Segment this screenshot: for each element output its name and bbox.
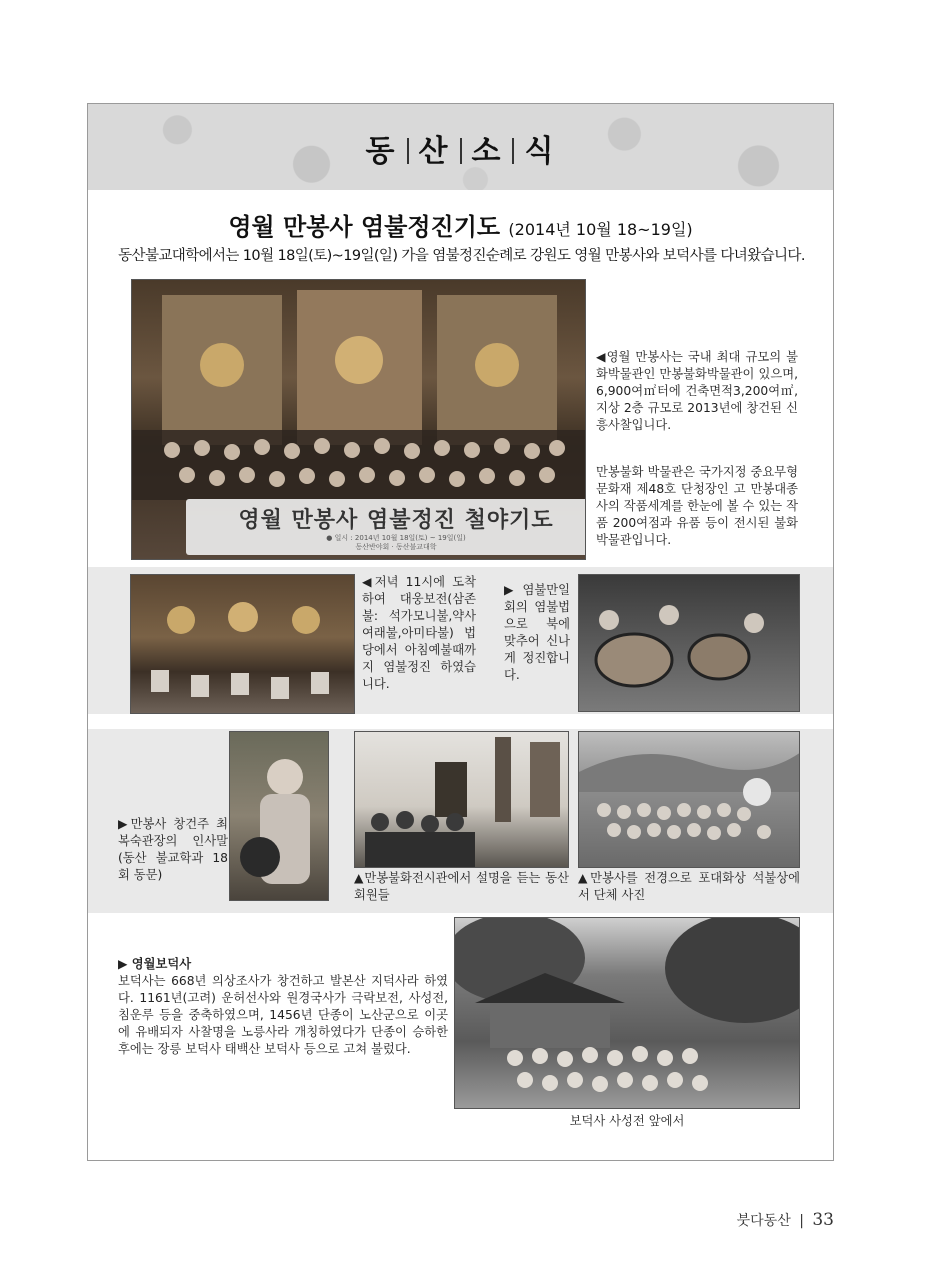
hall-illustration: [131, 575, 355, 714]
article-date: (2014년 10월 18~19일): [508, 220, 693, 239]
museum-photo: [354, 731, 569, 868]
caption-night-prayer: ◀저녁 11시에 도착하여 대웅보전(삼존불: 석가모니불,약사여래불,아미타불) 법당에서 아침예불때까지 염불정진 하였습니다.: [362, 575, 476, 691]
pavilion-illustration: [455, 918, 800, 1109]
gallery-illustration: [355, 732, 569, 868]
section-banner: [88, 104, 833, 190]
caption-intro-2: 만봉불화 박물관은 국가지정 중요무형문화재 제48호 단청장인 고 만봉대종사의 작품세계를 한눈에 볼 수 있는 작품 200여점과 유품 등이 전시된 불화박물관입니다.: [596, 465, 798, 547]
bodeoksa-photo: [454, 917, 800, 1109]
page-footer: 붓다동산 | 33: [736, 1210, 834, 1230]
article-lead: 동산불교대학에서는 10월 18일(토)~19일(일) 가을 염불정진순례로 강원도 영월 만봉사와 보덕사를 다녀왔습니다.: [118, 248, 805, 264]
stone-statue-group-photo: [578, 731, 800, 868]
group-illustration: [579, 732, 800, 868]
caption-museum: ▲만봉불화전시관에서 설명을 듣는 동산회원들: [354, 871, 569, 902]
caption-intro-1: ◀영월 만봉사는 국내 최대 규모의 불화박물관인 만봉불화박물관이 있으며, 6,900여㎡터에 건축면적3,200여㎡, 지상 2층 규모로 2013년에 창건된 신흥사찰입니다.: [596, 350, 798, 432]
article-title: 영월 만봉사 염불정진기도 (2014년 10월 18~19일): [228, 212, 693, 241]
main-group-photo: [131, 279, 586, 560]
founder-photo: [229, 731, 329, 901]
page-number: 33: [812, 1210, 834, 1230]
drum-photo: [578, 574, 800, 712]
night-prayer-photo: [130, 574, 355, 714]
bodeoksa-heading: ▶ 영월보덕사: [118, 957, 192, 971]
section-title: 동 산 소 식: [365, 134, 556, 169]
caption-drum: ▶염불만일회의 염불법으로 북에 맞추어 신나게 정진합니다.: [504, 583, 570, 682]
photo-banner: 영월 만봉사 염불정진 철야기도 ● 일시 : 2014년 10월 18일(토) ~ 19일(일) 동산반야회 · 동산불교대학: [186, 499, 586, 555]
caption-founder: ▶만봉사 창건주 최복숙관장의 인사말 (동산 불교학과 18회 동문): [118, 817, 228, 882]
caption-group: ▲만봉사를 전경으로 포대화상 석불상에서 단체 사진: [578, 871, 800, 902]
article-frame: [87, 103, 834, 1161]
caption-bodeoksa-photo: 보덕사 사성전 앞에서: [569, 1114, 685, 1128]
drum-illustration: [579, 575, 800, 712]
magazine-name: 붓다동산: [736, 1213, 791, 1229]
bodeoksa-body: 보덕사는 668년 의상조사가 창건하고 발본산 지덕사라 하였다. 1161년(고려) 운허선사와 원경국사가 극락보전, 사성전, 침운루 등을 중축하였으며, 1456년 단종이 노산군으로 이곳에 유배되자 사찰명을 노릉사라 개칭하였다가 단종이 승하한 후에는 장릉 보덕사 태백산 보덕사 등으로 고쳐 불렀다.: [118, 974, 448, 1056]
speaker-illustration: [230, 732, 329, 901]
